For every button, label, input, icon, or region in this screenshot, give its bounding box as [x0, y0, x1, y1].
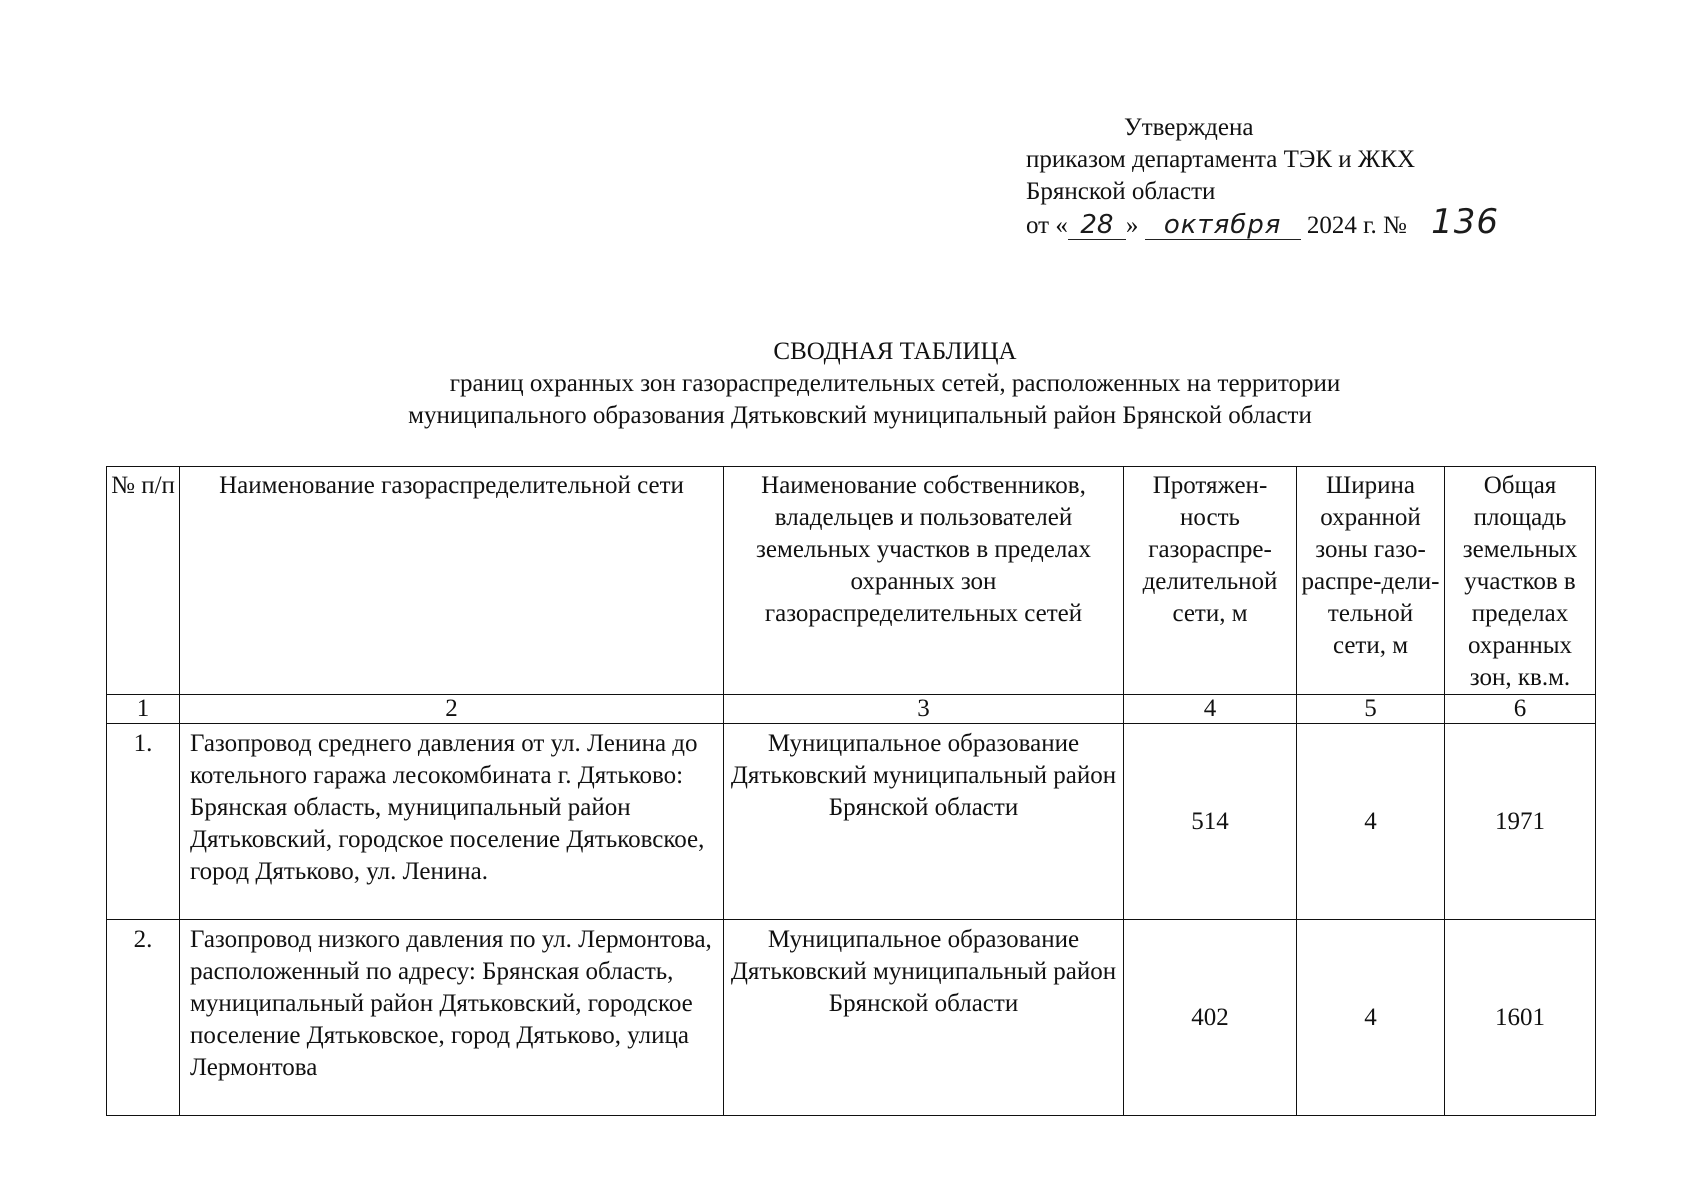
row-zone-width: 4 — [1297, 724, 1445, 920]
table-row — [107, 920, 1596, 1116]
handwritten-order-number: 136 — [1431, 202, 1500, 242]
document-title: СВОДНАЯ ТАБЛИЦА — [773, 338, 1017, 365]
header-number: № п/п — [107, 467, 180, 695]
table-header-row — [107, 467, 1596, 695]
column-number: 1 — [107, 695, 180, 724]
handwritten-day: 28 — [1068, 211, 1126, 240]
table-column-numbers-row — [107, 695, 1596, 724]
date-prefix: от « — [1026, 212, 1068, 239]
approval-stamp — [1026, 112, 1499, 242]
row-number: 2. — [107, 920, 180, 1116]
document-subtitle-line-1: границ охранных зон газораспределительных сетей, расположенных на территории — [449, 370, 1341, 397]
header-total-area: Общая площадь земельных участков в пределах охранных зон, кв.м. — [1445, 467, 1596, 695]
approval-line-region: Брянской области — [1026, 178, 1216, 205]
summary-table — [106, 466, 1596, 1116]
header-network-name: Наименование газораспределительной сети — [180, 467, 724, 695]
column-number: 3 — [724, 695, 1124, 724]
table-row — [107, 724, 1596, 920]
row-network-name: Газопровод среднего давления от ул. Ленина до котельного гаража лесокомбината г. Дятьково: Брянская область, муниципальный район Дятьковский, городское поселение Дятьковское, город Дятьково, ул. Ленина. — [180, 724, 724, 920]
row-network-name: Газопровод низкого давления по ул. Лермонтова, расположенный по адресу: Брянская область, муниципальный район Дятьковский, городское поселение Дятьковское, город Дятьково, улица Лермонтова — [180, 920, 724, 1116]
column-number: 4 — [1124, 695, 1297, 724]
row-total-area: 1601 — [1445, 920, 1596, 1116]
handwritten-month: октября — [1145, 211, 1301, 240]
number-sign: № — [1383, 212, 1407, 239]
row-total-area: 1971 — [1445, 724, 1596, 920]
column-number: 6 — [1445, 695, 1596, 724]
approval-line-approved: Утверждена — [1124, 114, 1254, 141]
header-length: Протяжен-ность газораспре-делительной сети, м — [1124, 467, 1297, 695]
header-zone-width: Ширина охранной зоны газо-распре-дели-тельной сети, м — [1297, 467, 1445, 695]
date-quote-close: » — [1125, 212, 1139, 239]
column-number: 5 — [1297, 695, 1445, 724]
row-length: 514 — [1124, 724, 1297, 920]
header-owners: Наименование собственников, владельцев и пользователей земельных участков в пределах охранных зон газораспределительных сетей — [724, 467, 1124, 695]
approval-line-order: приказом департамента ТЭК и ЖКХ — [1026, 146, 1416, 173]
document-title-block — [100, 336, 1620, 432]
document-subtitle-line-2: муниципального образования Дятьковский муниципальный район Брянской области — [408, 402, 1312, 429]
row-owner: Муниципальное образование Дятьковский муниципальный район Брянской области — [724, 724, 1124, 920]
column-number: 2 — [180, 695, 724, 724]
row-owner: Муниципальное образование Дятьковский муниципальный район Брянской области — [724, 920, 1124, 1116]
row-zone-width: 4 — [1297, 920, 1445, 1116]
row-number: 1. — [107, 724, 180, 920]
row-length: 402 — [1124, 920, 1297, 1116]
approval-date-line — [1026, 202, 1500, 242]
date-year: 2024 г. — [1306, 212, 1377, 239]
